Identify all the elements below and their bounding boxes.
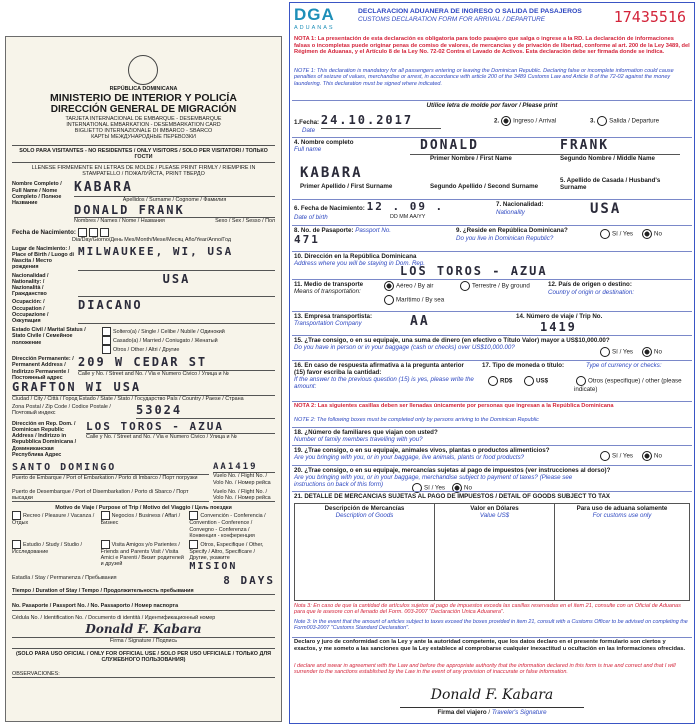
declaration-es: Declaro y juro de conformidad con la Ley y ante la autoridad competente, que los datos declaro en el presente formulario son ciertos y exactos, y me someto a las sanciones que la Ley establece al comprobarse cualquier inexactitud u ocultación en las informaciones ofrecidas. — [294, 639, 686, 652]
first-name-label: Primer Nombre / First Name — [430, 155, 512, 162]
header-en: Value US$ — [479, 512, 510, 520]
coat-of-arms-seal — [128, 55, 158, 85]
disembark-port-label: Puerto de Desembarque / Port of Disembarkation / Porto di Sbarco / Порт высадки — [12, 489, 209, 502]
first-surname-label: Primer Apellido / First Surname — [300, 183, 393, 190]
q2-label: 2. — [494, 117, 500, 125]
stay-field[interactable] — [12, 575, 275, 588]
embark-port-label: Puerto de Embarque / Port of Embarkation / Porto di Imbarco / Порт погрузки — [12, 474, 198, 481]
official-only-banner: (SOLO PARA USO OFICIAL / ONLY FOR OFFICIAL USE / SOLO PER USO UFFICIALE / ТОЛЬКО ДЛЯ СЛУЖЕБНОГО ПОЛЬЗОВАНИЯ) — [12, 648, 275, 663]
customs-declaration-form — [289, 2, 695, 724]
purpose-option-label: Visita Amigos y/o Parientes / Friends and Parents Visit / Visita Amici e Parenti / Визит родителей и друзей — [100, 541, 184, 568]
sex-label: Sexo / Sex / Sesso / Пол — [215, 218, 275, 225]
radio-checked[interactable] — [642, 451, 652, 461]
disembark-field[interactable] — [12, 489, 275, 502]
declaration-en: I declare and swear in agreement with the Law and before the appropriate authority that the information declared in this form is true and correct and that I will surrender to the sanctions established by the Law in the event of any provision of inaccurate or false information. — [294, 663, 676, 676]
purpose-option[interactable] — [189, 511, 275, 539]
divider — [292, 491, 692, 492]
q8-label: 8. No. de Pasaporte: — [294, 227, 354, 234]
occupation-field[interactable] — [12, 299, 275, 324]
currency-label: RD$ — [500, 377, 513, 385]
transport-label: Aéreo / By air — [396, 282, 434, 290]
print-hint: Utilice letra de molde por favor / Please print — [426, 102, 558, 109]
q9-yes[interactable] — [598, 229, 633, 239]
zip-value: 53024 — [136, 404, 275, 419]
full-name-field[interactable] — [12, 181, 275, 224]
divider — [292, 100, 692, 101]
radio[interactable] — [600, 451, 610, 461]
q6-label: 6. Fecha de Nacimiento: — [294, 205, 365, 212]
q7-value[interactable]: USA — [590, 201, 622, 217]
purpose-options — [12, 511, 275, 573]
row-15 — [290, 337, 694, 359]
brand-sub: ADUANAS — [294, 24, 335, 31]
q21-label: 21. DETALLE DE MERCANCIAS SUJETAS AL PAGO DE IMPUESTOS / DETAIL OF GOODS SUBJECT TO TAX — [294, 493, 611, 500]
surname-value: KABARA — [74, 181, 275, 197]
q9-no[interactable] — [640, 229, 662, 239]
header-es: Para uso de aduana solamente — [576, 505, 668, 512]
divider — [292, 251, 692, 252]
zip-label: Zona Postal / Zip Code / Codice Postale / Почтовый индекс — [12, 403, 111, 417]
header-en: For customs use only — [592, 512, 652, 520]
birth-date-label: Fecha de Nacimiento: — [12, 228, 76, 236]
civil-option-label: Soltero(a) / Single / Celibe / Nubile / Одинокий — [113, 329, 225, 336]
q11-hint: Means of transportation: — [294, 288, 361, 296]
q5-label: 5. Apellido de Casada / Husband's Surname — [560, 177, 661, 192]
traveler-signature: Donald F. Kabara — [430, 687, 554, 703]
civil-status-label: Estado Civil / Marital Status / Stato Civile / Семейное положение — [12, 327, 86, 346]
dr-address-value: LOS TOROS - AZUA — [86, 421, 275, 435]
card-line-2: INTERNATIONAL EMBARKATION - DESEMBARKATION CARD — [66, 121, 221, 128]
first-name-value[interactable]: DONALD — [420, 138, 479, 153]
row-13-14 — [290, 313, 694, 335]
passport-label[interactable]: No. Pasaporte / Passport No. / No. Passaporto / Номер паспорта — [12, 603, 275, 611]
note2-es: NOTA 2: Las siguientes casillas deben ser llenadas únicamente por personas que ingresan a la República Dominicana — [294, 403, 614, 409]
dr-address-label: Dirección en Rep. Dom. / Dominican Republic Address / Indirizzo in Repubblica Dominicana / Доминиканская Республика Адрес — [12, 420, 77, 458]
row-11-12 — [290, 281, 694, 311]
disembark-flight-label: Vuelo No. / Flight No. / Volo No. / Номер рейса — [213, 489, 275, 502]
note3-en: Note 3: In the event that the amount of articles subject to taxes exceed the boxes provided in item 21, consult with a Customs Officer to be advised on completing the Form003-2007 "Customs Standard Declaration". — [294, 619, 688, 632]
brand-mark: DGA — [294, 5, 335, 24]
visitors-only-banner: SOLO PARA VISITANTES - NO RESIDENTES / ONLY VISITORS / SOLO PER VISITATORI / ТОЛЬКО ГОСТИ — [12, 145, 275, 163]
row-16-17 — [290, 362, 694, 400]
divider — [292, 137, 692, 138]
q14-value[interactable]: 1419 — [540, 320, 577, 334]
q20-label: 20. ¿Trae consigo, o en su equipaje, mercancías sujetas al pago de impuestos (ver instrucciones al dorso)? — [294, 467, 611, 474]
checkbox[interactable] — [189, 540, 198, 549]
radio-checked[interactable] — [642, 347, 652, 357]
q16-hint: If the answer to the previous question (15) is yes, please write the amount: — [294, 376, 474, 391]
nationality-value: USA — [78, 273, 275, 298]
goods-table — [294, 503, 690, 601]
q3-label: 3. — [590, 117, 596, 125]
birth-place-value: MILWAUKEE, WI, USA — [78, 246, 275, 271]
no-label: No — [654, 452, 662, 460]
q10-hint: Address where you will be staying in Dom. Rep. — [294, 260, 426, 268]
embark-field[interactable] — [12, 462, 275, 486]
observations-label: OBSERVACIONES: — [12, 670, 60, 677]
q17-hint: Type of currency or checks: — [586, 362, 662, 369]
customs-subtitle: CUSTOMS DECLARATION FORM FOR ARRIVAL / DEPARTURE — [358, 15, 546, 23]
transport-ground[interactable] — [458, 281, 530, 291]
checkbox[interactable] — [102, 345, 111, 354]
q16-label: 16. En caso de respuesta afirmativa a la pregunta anterior (15) favor escriba la cantidad: — [294, 362, 464, 377]
form-number: 17435516 — [613, 8, 686, 26]
q6-value[interactable]: 12 . 09 . — [366, 200, 445, 213]
note3-es: Nota 3: En caso de que la cantidad de artículos sujetos al pago de impuestos exceda las casillas reservadas en el ítem 21, consulte con un Oficial de Aduanas para que le asesore con el llenado del Form. 003-2007 "Declaración Unica Aduanera". — [294, 603, 681, 616]
address-street-hint: Calle y No. / Street and No. / Via e Numero Civico / Улица и № — [78, 370, 229, 377]
radio[interactable] — [460, 281, 470, 291]
q15-hint: Do you have in person or in your baggage (cash or checks) over US$10,000.00? — [294, 344, 515, 352]
row-19 — [290, 447, 694, 465]
q13-label: 13. Empresa transportista: — [294, 313, 373, 320]
currency-rd[interactable] — [486, 376, 512, 386]
checkbox[interactable] — [102, 327, 111, 336]
q13-hint: Transportation Company — [294, 320, 362, 328]
civil-option-label: Casado(a) / Married / Coniugato / Женатый — [113, 338, 218, 345]
radio-checked[interactable] — [501, 116, 511, 126]
departure-option[interactable] — [590, 116, 659, 126]
duration-label: Tiempo / Duration of Stay / Tempo / Продолжительность пребывания — [12, 588, 275, 595]
header-en: Description of Goods — [335, 512, 394, 520]
nationality-field[interactable] — [12, 273, 275, 298]
zip-field[interactable] — [12, 404, 275, 419]
yes-label: Sí / Yes — [612, 348, 633, 356]
id-label[interactable]: Cédula No. / Identification No. / Documento di identità / Идентификационный номер — [12, 614, 216, 621]
q18-hint: Number of family members travelling with you? — [294, 436, 423, 444]
yes-label: Sí / Yes — [424, 484, 445, 492]
signature-label-en: Traveler's Signature — [491, 709, 547, 716]
birth-date-box — [89, 228, 98, 237]
divider — [292, 360, 692, 361]
divider — [292, 465, 692, 466]
radio[interactable] — [524, 376, 534, 386]
names-value: DONALD FRANK — [74, 204, 275, 219]
fill-instructions: LLENESE FIRMEMENTE EN LETRAS DE MOLDE / PLEASE PRINT FIRMLY / RIEMPIRE IN STAMPATELLO / ПОЖАЛУЙСТА, PRINT ТВЕРДО — [31, 164, 256, 178]
birth-place-label: Lugar de Nacimiento: / Place of Birth / Luogo di Nascita / Место рождения — [12, 245, 74, 271]
full-name-label: Nombre Completo / Full Name / Nome Completo / Полное Название — [12, 181, 62, 206]
second-surname-label: Segundo Apellido / Second Surname — [430, 183, 539, 190]
currency-other[interactable] — [574, 376, 684, 393]
checkbox[interactable] — [101, 540, 110, 549]
flight-value: AA1419 — [213, 462, 275, 473]
occupation-label: Ocupación: / Occupation / Occupazione / Оккупация — [12, 299, 49, 324]
dr-address-hint: Calle y No. / Street and No. / Via e Numero Civico / Улица и № — [86, 434, 237, 441]
row-6-7 — [290, 201, 694, 223]
address-city-hint: Ciudad / City / Città / Город Estado / State / Stato / Государство País / Country / Paese / Страна — [12, 395, 244, 402]
birth-date-hint: Dia/Day/Giorno/День Mes/Month/Mese/Месяц Año/Year/Anno/Год — [72, 236, 232, 243]
card-line-4: КАРТЫ МЕЖДУНАРОДНЫЕ ПЕРЕВОЗКИ — [91, 134, 196, 141]
address-field[interactable] — [12, 356, 275, 381]
q15-no[interactable] — [640, 347, 662, 357]
purpose-option[interactable] — [189, 540, 275, 573]
embark-port-value: SANTO DOMINGO — [12, 462, 209, 475]
q19-label: 19. ¿Trae consigo, o en su equipaje, animales vivos, plantas o productos alimenticios? — [294, 447, 550, 454]
q8-hint: Passport No. — [355, 227, 391, 234]
civil-option[interactable] — [102, 345, 275, 354]
migration-signature: Donald F. Kabara — [12, 623, 275, 638]
q11-label: 11. Medio de transporte — [294, 281, 364, 288]
divider — [292, 199, 692, 200]
note2-en: NOTE 2: The following boxes must be completed only by persons arriving to the Dominican Republic — [294, 417, 539, 423]
purpose-option-label: Otros, Especifique / Other, Specify / Altro, Specificare / Другие, укажите — [189, 541, 264, 562]
currency-us[interactable] — [522, 376, 548, 386]
card-line-3: BIGLIETTO INTERNAZIONALE DI IMBARCO - SBARCO — [74, 128, 213, 135]
arrival-label: Ingreso / Arrival — [513, 117, 557, 125]
divider — [292, 279, 692, 280]
flight-label: Vuelo No. / Flight No. / Volo No. / Номер рейса — [213, 473, 271, 486]
directorate-title: DIRECCIÓN GENERAL DE MIGRACIÓN — [50, 104, 237, 116]
stay-value: 8 DAYS — [223, 573, 275, 587]
q8-value[interactable]: 471 — [294, 233, 320, 247]
names-hint: Nombres / Names / Nome / Названия — [74, 218, 165, 225]
note1-en: NOTE 1: This declaration is mandatory for all passengers entering or leaving the Dominican Republic. Declaring false or incomplete information could cause penalties of seizure of values, merchandise or arrest, in accordance with article 200 of the 3489 Customs Law and Article 8 of the 72-02 against the money laundering. This declaration must be signed where indicated. — [294, 68, 674, 87]
signature-line — [400, 707, 584, 708]
address-city-value: GRAFTON WI USA — [12, 381, 275, 396]
q13-value[interactable]: AA — [410, 314, 430, 329]
radio-checked[interactable] — [642, 229, 652, 239]
q15-yes[interactable] — [598, 347, 633, 357]
q12-label: 12. País de origen o destino: — [548, 281, 632, 288]
birth-date-field[interactable] — [12, 228, 275, 243]
ministry-title: MINISTERIO DE INTERIOR Y POLICÍA — [50, 92, 237, 105]
purpose-option[interactable] — [12, 540, 98, 573]
radio[interactable] — [600, 347, 610, 357]
table-header-description — [295, 504, 435, 600]
no-label: No — [464, 484, 472, 492]
civil-option[interactable] — [102, 336, 275, 345]
yes-label: Sí / Yes — [612, 230, 633, 238]
q4-hint: Full name — [294, 146, 322, 154]
signature-label-es: Firma del viajero — [437, 709, 487, 716]
radio[interactable] — [488, 376, 498, 386]
purpose-option[interactable] — [101, 511, 187, 539]
currency-label: US$ — [536, 377, 549, 385]
q15-label: 15. ¿Trae consigo, o en su equipaje, una suma de dinero (en efectivo o Título Valor) mayor a US$10,000.00? — [294, 337, 610, 344]
second-name-value[interactable]: FRANK — [560, 138, 610, 153]
civil-status-field[interactable] — [12, 327, 275, 354]
header-es: Descripción de Mercancías — [324, 505, 405, 512]
arrival-option[interactable] — [494, 116, 556, 126]
full-name-section — [290, 139, 694, 193]
radio[interactable] — [576, 376, 586, 386]
address-label: Dirección Permanente: / Permanent Address / Indirizzo Permanente / Постоянный адрес — [12, 356, 74, 381]
dr-address-field[interactable] — [12, 421, 275, 458]
country-label: REPÚBLICA DOMINICANA — [109, 86, 178, 92]
q14-label: 14. Número de viaje / Trip No. — [516, 313, 603, 320]
birth-date-box — [100, 228, 109, 237]
q20-hint: Are you bringing with you, or in your baggage, merchandise subject to payment of taxes? (Please see instructions on back of this form) — [294, 474, 573, 489]
address-street-value: 209 W CEDAR ST — [78, 356, 275, 371]
transport-label: Terrestre / By ground — [472, 282, 530, 290]
birth-place-field[interactable] — [12, 246, 275, 271]
purpose-option-label: Recreo / Pleasure / Vacanza / Отдых — [12, 513, 95, 527]
q18-label: 18. ¿Número de familiares que viajan con usted? — [294, 429, 438, 436]
q1-hint: Date — [302, 127, 316, 134]
nationality-label: Nacionalidad / Nationality: / Nazionalità / Гражданство — [12, 272, 49, 298]
currency-label: Otros (especifique) / other (please indicate) — [574, 377, 682, 393]
divider — [292, 335, 692, 336]
divider — [292, 637, 692, 638]
divider — [292, 427, 692, 428]
checkbox[interactable] — [12, 540, 21, 549]
q19-yes[interactable] — [598, 451, 633, 461]
header-es: Valor en Dólares — [470, 505, 519, 512]
row-8-9 — [290, 227, 694, 249]
transport-sea[interactable] — [382, 295, 444, 305]
note1-es: NOTA 1: La presentación de esta declaración es obligatoria para todo pasajero que salga o ingrese a la RD. La declaración de informaciones falsas o incompletas puede originar penas de comiso de valores, de mercancías y de privación de libertad, conforme al art. 200 de la Ley 3489, del Régimen de Aduanas, y el Artículo 8 de la Ley No. 72-02 Contra el Lavado de Activos. Esta declaración debe ser firmada donde se indica. — [294, 36, 690, 56]
no-label: No — [654, 348, 662, 356]
q1-label: 1.Fecha: — [294, 119, 320, 126]
purpose-option-label: Convención - Conferencia / Convention - Conference / Convegno - Conferenza / Конвенция - конференция — [189, 513, 266, 539]
row-20 — [290, 467, 694, 491]
observations-field[interactable] — [12, 670, 275, 678]
q19-no[interactable] — [640, 451, 662, 461]
table-header-customs — [555, 504, 689, 600]
radio[interactable] — [597, 116, 607, 126]
q4-label: 4. Nombre completo — [294, 139, 354, 146]
signature-caption: Firma del viajero / Traveler's Signature — [437, 709, 547, 716]
q7-label: 7. Nacionalidad: — [496, 201, 544, 208]
dga-logo — [294, 5, 354, 31]
surname-hint: Apellidos / Surname / Cognome / Фамилия — [122, 197, 227, 204]
surname-value[interactable]: KABARA — [300, 165, 363, 181]
divider — [292, 225, 692, 226]
second-name-label: Segundo Nombre / Middle Name — [560, 155, 655, 162]
q10-value[interactable]: LOS TOROS - AZUA — [400, 264, 548, 278]
row-18 — [290, 429, 694, 445]
divider — [292, 445, 692, 446]
purpose-option-label: Negocios / Business / Affari / Бизнес — [100, 513, 181, 527]
migration-card — [5, 36, 282, 722]
departure-label: Salida / Departure — [609, 117, 660, 125]
q10-label: 10. Dirección en la República Dominicana — [294, 253, 417, 260]
radio[interactable] — [600, 229, 610, 239]
customs-header — [290, 5, 694, 35]
q1-value[interactable]: 24.10.2017 — [321, 114, 441, 129]
card-line-1: TARJETA INTERNACIONAL DE EMBARQUE - DESEMBARQUE — [65, 115, 222, 122]
q9-label: 9. ¿Reside en República Dominicana? — [456, 227, 568, 234]
purpose-option-label: Estudio / Study / Studio / Исследование — [12, 541, 83, 555]
purpose-value: MISION — [189, 561, 238, 573]
stay-label: Estadía / Stay / Permanenza / Пребывания — [12, 574, 117, 581]
q6-sub: DD MM AA/YY — [390, 214, 426, 220]
q7-hint: Nationality — [496, 209, 525, 216]
checkbox[interactable] — [102, 336, 111, 345]
purpose-option[interactable] — [12, 511, 98, 539]
q19-hint: Are you bringing with you, or in your baggage, live animals, plants or food products? — [294, 454, 525, 462]
table-header-value — [435, 504, 555, 600]
divider — [292, 311, 692, 312]
row-1-3 — [290, 114, 694, 136]
row-10 — [290, 253, 694, 279]
q9-hint: Do you live in Dominican Republic? — [456, 235, 554, 242]
signature-label: Firma / Signature / Подпись — [109, 637, 178, 644]
purpose-label: Motivo de Viaje / Purpose of Trip / Motivo del Viaggio / Цель поездки — [55, 505, 232, 512]
q6-hint: Date of birth — [294, 213, 328, 221]
transport-air[interactable] — [382, 281, 434, 291]
transport-label: Marítimo / By sea — [396, 296, 445, 304]
radio[interactable] — [384, 295, 394, 305]
q17-label: 17. Tipo de moneda o título: — [482, 362, 565, 369]
yes-label: Sí / Yes — [612, 452, 633, 460]
occupation-value: DIACANO — [78, 299, 275, 324]
no-label: No — [654, 230, 662, 238]
checkbox[interactable] — [12, 511, 21, 520]
q12-hint: Country of origin or destination: — [548, 289, 634, 296]
customs-title: DECLARACION ADUANERA DE INGRESO O SALIDA DE PASAJEROS — [358, 8, 582, 15]
civil-option[interactable] — [102, 327, 275, 336]
civil-option-label: Otros / Other / Altri / Другие — [113, 347, 180, 354]
divider — [292, 401, 692, 402]
checkbox[interactable] — [101, 511, 110, 520]
birth-date-box — [78, 228, 87, 237]
radio-checked[interactable] — [384, 281, 394, 291]
purpose-option[interactable] — [101, 540, 187, 573]
checkbox[interactable] — [189, 511, 198, 520]
